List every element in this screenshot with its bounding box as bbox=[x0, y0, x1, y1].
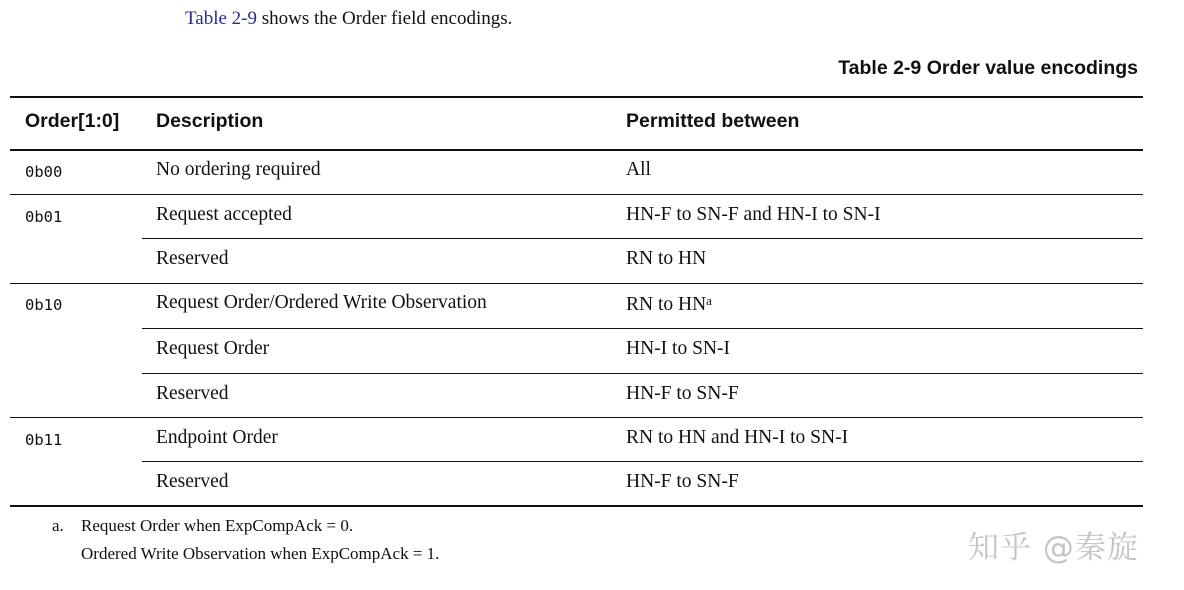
table-cross-reference-link[interactable]: Table 2-9 bbox=[185, 8, 258, 29]
permitted-cell: HN-I to SN-I bbox=[626, 338, 730, 359]
description-cell: Reserved bbox=[156, 248, 229, 269]
description-cell: Request accepted bbox=[156, 204, 292, 225]
header-permitted-between: Permitted between bbox=[626, 110, 800, 132]
permitted-cell: HN-F to SN-F and HN-I to SN-I bbox=[626, 204, 881, 225]
order-code: 0b10 bbox=[25, 296, 63, 314]
order-code: 0b11 bbox=[25, 431, 63, 449]
row-rule bbox=[142, 373, 1143, 374]
description-cell: No ordering required bbox=[156, 159, 321, 180]
watermark-text: 知乎 @秦旋 bbox=[968, 530, 1139, 566]
order-code: 0b01 bbox=[25, 208, 63, 226]
permitted-cell: RN to HN and HN-I to SN-I bbox=[626, 427, 849, 448]
group-rule bbox=[10, 194, 1143, 195]
group-rule bbox=[10, 417, 1143, 418]
description-cell: Endpoint Order bbox=[156, 427, 278, 448]
description-cell: Reserved bbox=[156, 471, 229, 492]
header-order: Order[1:0] bbox=[25, 110, 120, 132]
row-rule bbox=[142, 328, 1143, 329]
footnote-line-1: Request Order when ExpCompAck = 0. bbox=[81, 516, 354, 535]
intro-text: shows the Order field encodings. bbox=[257, 8, 513, 29]
group-rule bbox=[10, 283, 1143, 284]
order-code: 0b00 bbox=[25, 163, 63, 181]
permitted-cell: HN-F to SN-F bbox=[626, 383, 739, 404]
description-cell: Request Order/Ordered Write Observation bbox=[156, 292, 487, 313]
description-cell: Reserved bbox=[156, 383, 229, 404]
permitted-cell: HN-F to SN-F bbox=[626, 471, 739, 492]
footnote-marker: a. bbox=[52, 516, 64, 535]
footnote-line-2: Ordered Write Observation when ExpCompAck = 1. bbox=[81, 544, 440, 563]
footnote-marker-link[interactable]: a bbox=[706, 293, 712, 308]
intro-paragraph bbox=[185, 8, 512, 30]
permitted-cell: All bbox=[626, 159, 651, 180]
permitted-cell bbox=[626, 293, 712, 316]
permitted-cell: RN to HN bbox=[626, 248, 707, 269]
permitted-text: RN to HN bbox=[626, 294, 707, 315]
table-top-rule bbox=[10, 96, 1143, 98]
row-rule bbox=[142, 461, 1143, 462]
table-bottom-rule bbox=[10, 505, 1143, 507]
row-rule bbox=[142, 238, 1143, 239]
header-rule bbox=[10, 149, 1143, 151]
description-cell: Request Order bbox=[156, 338, 270, 359]
header-description: Description bbox=[156, 110, 264, 132]
table-caption: Table 2-9 Order value encodings bbox=[838, 57, 1138, 79]
